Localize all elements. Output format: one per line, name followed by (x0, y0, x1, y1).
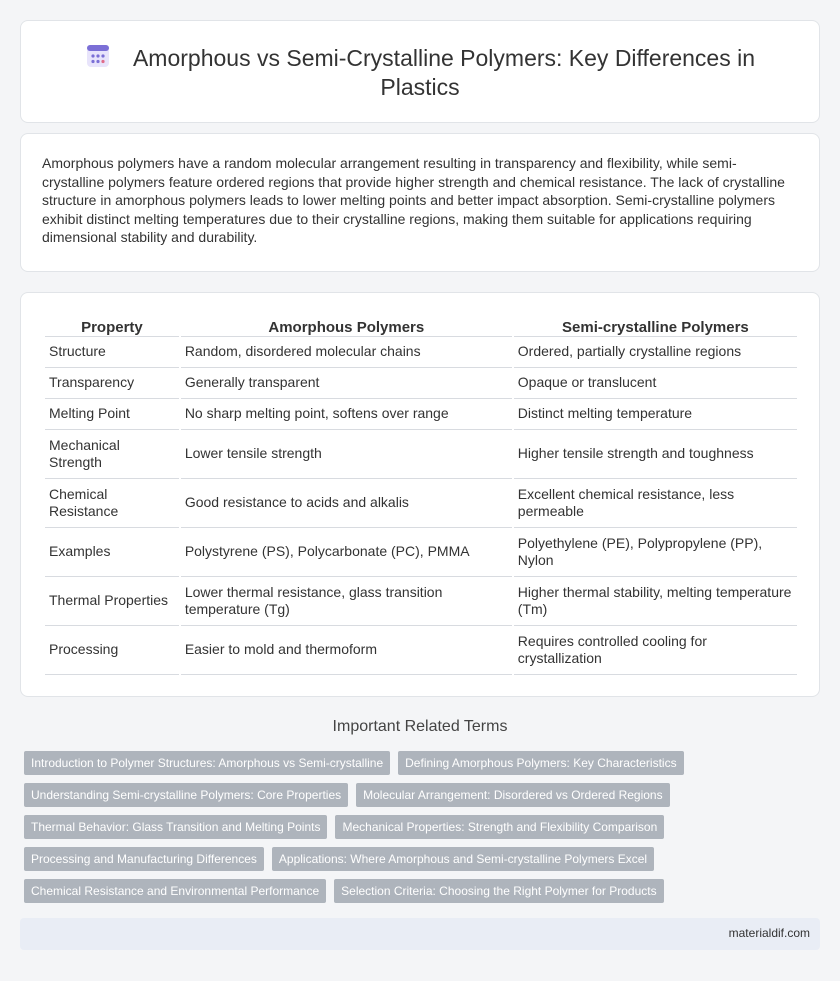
table-row (45, 430, 797, 479)
footer-bar (20, 918, 820, 950)
row-semi-crystalline: Requires controlled cooling for crystallization (514, 626, 797, 675)
header-card (20, 20, 820, 123)
related-term-tag[interactable]: Chemical Resistance and Environmental Performance (24, 879, 326, 903)
row-amorphous: Generally transparent (181, 368, 512, 399)
row-amorphous: No sharp melting point, softens over range (181, 399, 512, 430)
related-term-tag[interactable]: Selection Criteria: Choosing the Right Polymer for Products (334, 879, 663, 903)
related-terms-tags (24, 751, 824, 911)
header-property: Property (45, 315, 179, 337)
row-semi-crystalline: Distinct melting temperature (514, 399, 797, 430)
row-property: Processing (45, 626, 179, 675)
table-row (45, 528, 797, 577)
table-row (45, 337, 797, 368)
table-row (45, 479, 797, 528)
row-amorphous: Polystyrene (PS), Polycarbonate (PC), PMMA (181, 528, 512, 577)
related-term-tag[interactable]: Mechanical Properties: Strength and Flexibility Comparison (335, 815, 664, 839)
table-header-row (45, 315, 797, 337)
row-property: Chemical Resistance (45, 479, 179, 528)
related-term-tag[interactable]: Thermal Behavior: Glass Transition and Melting Points (24, 815, 327, 839)
row-semi-crystalline: Higher thermal stability, melting temperature (Tm) (514, 577, 797, 626)
row-property: Examples (45, 528, 179, 577)
table-row (45, 368, 797, 399)
related-terms-title: Important Related Terms (332, 718, 508, 735)
table-row (45, 577, 797, 626)
related-term-tag[interactable]: Defining Amorphous Polymers: Key Characteristics (398, 751, 683, 775)
comparison-table (43, 315, 799, 675)
related-term-tag[interactable]: Introduction to Polymer Structures: Amorphous vs Semi-crystalline (24, 751, 390, 775)
row-amorphous: Good resistance to acids and alkalis (181, 479, 512, 528)
related-term-tag[interactable]: Understanding Semi-crystalline Polymers: Core Properties (24, 783, 348, 807)
comparison-table-card (20, 292, 820, 697)
row-amorphous: Easier to mold and thermoform (181, 626, 512, 675)
page-title-wrap (61, 43, 779, 102)
row-property: Mechanical Strength (45, 430, 179, 479)
intro-paragraph: Amorphous polymers have a random molecular arrangement resulting in transparency and flexibility, while semi-crystalline polymers feature ordered regions that provide higher strength and chemical resistance. The lack of crystalline structure in amorphous polymers leads to lower melting points and better impact absorption. Semi-crystalline polymers exhibit distinct melting temperatures due to their crystalline regions, making them suitable for applications requiring dimensional stability and durability. (42, 155, 785, 246)
row-property: Structure (45, 337, 179, 368)
row-semi-crystalline: Polyethylene (PE), Polypropylene (PP), Nylon (514, 528, 797, 577)
row-semi-crystalline: Higher tensile strength and toughness (514, 430, 797, 479)
header-semi-crystalline: Semi-crystalline Polymers (514, 315, 797, 337)
related-term-tag[interactable]: Molecular Arrangement: Disordered vs Ordered Regions (356, 783, 669, 807)
row-amorphous: Lower thermal resistance, glass transition temperature (Tg) (181, 577, 512, 626)
row-amorphous: Random, disordered molecular chains (181, 337, 512, 368)
row-property: Transparency (45, 368, 179, 399)
row-property: Thermal Properties (45, 577, 179, 626)
page-title: Amorphous vs Semi-Crystalline Polymers: Key Differences in Plastics (132, 45, 756, 100)
intro-card (20, 133, 820, 272)
row-semi-crystalline: Opaque or translucent (514, 368, 797, 399)
row-property: Melting Point (45, 399, 179, 430)
row-semi-crystalline: Excellent chemical resistance, less permeable (514, 479, 797, 528)
table-row (45, 626, 797, 675)
related-term-tag[interactable]: Applications: Where Amorphous and Semi-crystalline Polymers Excel (272, 847, 654, 871)
header-amorphous: Amorphous Polymers (181, 315, 512, 337)
row-semi-crystalline: Ordered, partially crystalline regions (514, 337, 797, 368)
calendar-grid-icon (85, 43, 111, 69)
related-term-tag[interactable]: Processing and Manufacturing Differences (24, 847, 264, 871)
row-amorphous: Lower tensile strength (181, 430, 512, 479)
footer-site-link[interactable]: materialdif.com (728, 926, 810, 940)
table-row (45, 399, 797, 430)
